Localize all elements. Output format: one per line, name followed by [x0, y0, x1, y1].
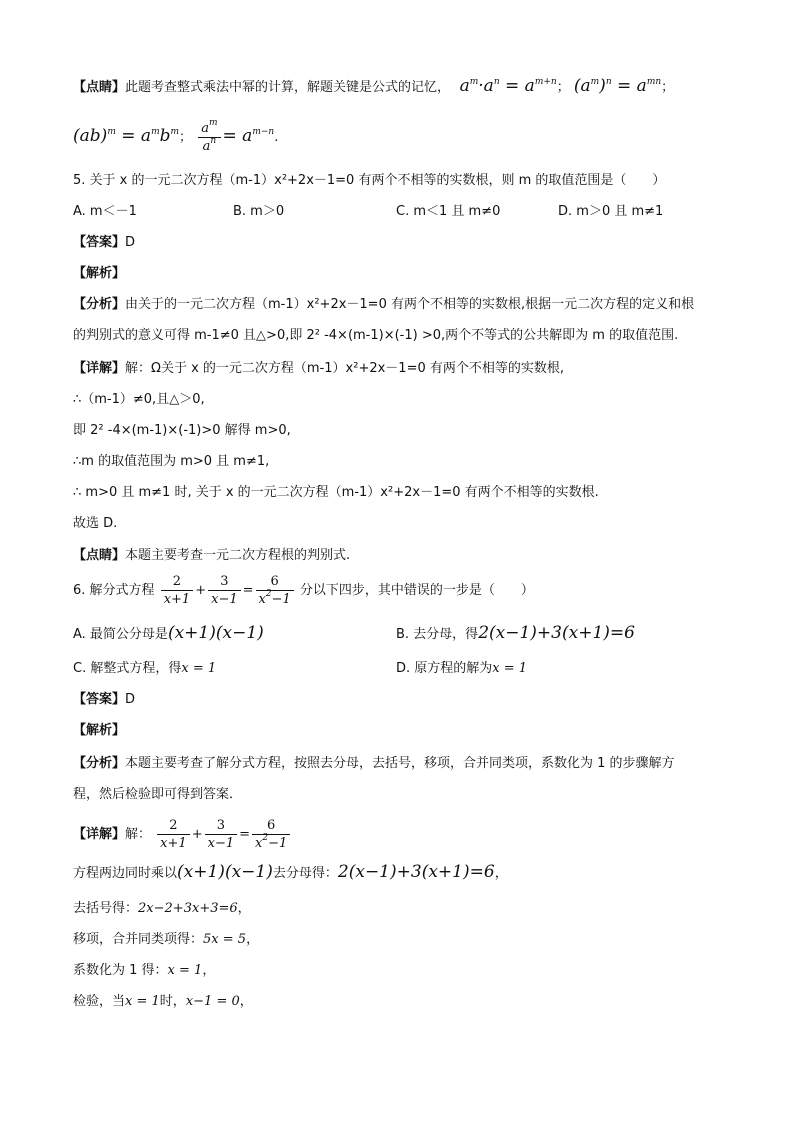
dianjing-label: 【点睛】	[73, 548, 126, 563]
q6-detail-fraction-2: $\frac{3}{x-1}$	[205, 817, 238, 852]
step-math: x−1 = 0	[185, 994, 240, 1009]
q6-option-d	[396, 659, 527, 679]
q6-step-1	[73, 862, 508, 884]
formula-quotient-result: = $a^{m-n}$	[222, 126, 275, 146]
q6-step-2	[73, 899, 251, 919]
separator: ；	[179, 130, 193, 145]
step-text: 时，	[159, 994, 186, 1009]
notes-text: 此题考查整式乘法中幂的计算，解题关键是公式的记忆，	[125, 80, 451, 95]
notes-line-2	[73, 118, 278, 156]
notes-label: 【点睛】	[73, 80, 126, 95]
q5-detail-1	[73, 359, 564, 379]
q5-fenxi-2: 的判别式的意义可得 m-1≠0 且△>0,即 2² -4×(m-1)×(-1) >0,两个不等式的公共解即为 m 的取值范围.	[73, 328, 679, 343]
comma: ，	[246, 932, 260, 947]
comma: ，	[239, 994, 253, 1009]
q5-stem: 5. 关于 x 的一元二次方程（m-1）x²+2x－1=0 有两个不相等的实数根，则 m 的取值范围是（ ）	[73, 173, 666, 188]
separator: ；	[556, 80, 570, 95]
q5-analysis-label	[73, 264, 125, 284]
analysis-label: 【解析】	[73, 723, 126, 738]
detail-label: 【详解】	[73, 827, 126, 842]
fenxi-text: 由关于的一元二次方程（m-1）x²+2x－1=0 有两个不相等的实数根,根据一元二次方程的定义和根	[125, 297, 695, 312]
q5-option-b: B. m＞0	[233, 204, 285, 219]
detail-label: 【详解】	[73, 361, 126, 376]
analysis-label: 【解析】	[73, 266, 126, 281]
q6-stem-suffix: 分以下四步，其中错误的一步是（ ）	[299, 583, 534, 598]
step-math: 2x−2+3x+3=6	[138, 901, 238, 916]
q6-fraction-3: $\frac{6}{x^2-1}$	[256, 573, 294, 608]
q6-fenxi-1	[73, 754, 675, 774]
notes-line-1	[73, 76, 674, 98]
step-math: (x+1)(x−1)	[177, 862, 273, 882]
detail-prefix: 解：	[125, 827, 152, 842]
q6-fraction-1: $\frac{2}{x+1}$	[161, 573, 194, 608]
period: .	[274, 130, 279, 145]
q6-step-4	[73, 961, 215, 981]
answer-label: 【答案】	[73, 235, 126, 250]
comma: ，	[202, 963, 216, 978]
option-math: 2(x−1)+3(x+1)=6	[478, 623, 635, 643]
q6-fenxi-2: 程，然后检验即可得到答案．	[73, 787, 243, 802]
option-math: x = 1	[492, 661, 528, 676]
q6-stem: 6. 解分式方程 $\frac{2}{x+1}$ + $\frac{3}{x-1}$ = $\frac{6}{x^2-1}$ 分以下四步，其中错误的一步是（ ）	[73, 574, 534, 607]
q5-detail-2: ∴（m-1）≠0,且△＞0,	[73, 392, 205, 407]
comma: ，	[494, 866, 508, 881]
step-math: 2(x−1)+3(x+1)=6	[337, 862, 495, 882]
q6-analysis-label	[73, 721, 125, 741]
step-text: 检验，当	[73, 994, 126, 1009]
option-math: x = 1	[181, 661, 217, 676]
step-math: x = 1	[167, 963, 203, 978]
separator: ；	[661, 80, 675, 95]
option-math: (x+1)(x−1)	[167, 623, 264, 643]
q6-step-3	[73, 930, 259, 950]
q6-option-c	[73, 659, 216, 679]
q5-detail-5: ∴ m>0 且 m≠1 时, 关于 x 的一元二次方程（m-1）x²+2x－1=0 有两个不相等的实数根.	[73, 485, 599, 500]
option-text: A. 最简公分母是	[73, 627, 168, 642]
q5-detail-4: ∴m 的取值范围为 m>0 且 m≠1,	[73, 454, 270, 469]
answer-label: 【答案】	[73, 692, 126, 707]
q5-answer	[73, 233, 135, 253]
answer-value: D	[125, 692, 136, 707]
q5-detail-3: 即 2² -4×(m-1)×(-1)>0 解得 m>0,	[73, 423, 291, 438]
option-text: B. 去分母，得	[396, 627, 479, 642]
q5-dianjing	[73, 546, 350, 566]
q5-option-c: C. m＜1 且 m≠0	[396, 204, 501, 219]
comma: ，	[237, 901, 251, 916]
q5-detail-6: 故选 D.	[73, 516, 118, 531]
step-text: 去括号得：	[73, 901, 139, 916]
formula-power-of-power: $(a^m)^n = a^{mn}$	[573, 76, 662, 96]
q5-fenxi-1	[73, 295, 694, 315]
q6-detail: 【详解】解： $\frac{2}{x+1}$ + $\frac{3}{x-1}$ = $\frac{6}{x^2-1}$	[73, 815, 292, 855]
detail-text: 解：Ω关于 x 的一元二次方程（m-1）x²+2x－1=0 有两个不相等的实数根,	[125, 361, 564, 376]
q6-step-5	[73, 992, 253, 1012]
step-math: 5x = 5	[203, 932, 247, 947]
option-text: C. 解整式方程，得	[73, 661, 182, 676]
q6-option-b	[396, 623, 635, 645]
formula-product-power: $(ab)^m = a^mb^m$	[73, 126, 180, 146]
dianjing-text: 本题主要考查一元二次方程根的判别式.	[125, 548, 351, 563]
formula-power-product: $a^m\cdot a^n = a^{m+n}$	[454, 76, 557, 96]
fenxi-label: 【分析】	[73, 297, 126, 312]
q5-option-a: A. m＜－1	[73, 204, 137, 219]
q6-detail-fraction-3: $\frac{6}{x^2-1}$	[252, 817, 290, 852]
option-text: D. 原方程的解为	[396, 661, 493, 676]
answer-value: D	[125, 235, 136, 250]
step-text: 移项，合并同类项得：	[73, 932, 204, 947]
q6-answer	[73, 690, 135, 710]
q5-option-d: D. m＞0 且 m≠1	[558, 204, 664, 219]
formula-quotient-fraction: $\frac{a^m}{a^n}$	[198, 120, 220, 155]
q6-fraction-2: $\frac{3}{x-1}$	[208, 573, 241, 608]
fenxi-label: 【分析】	[73, 756, 126, 771]
step-math: x = 1	[125, 994, 160, 1009]
step-text: 方程两边同时乘以	[73, 866, 178, 881]
q6-option-a	[73, 623, 264, 645]
step-text: 去分母得：	[272, 866, 338, 881]
q6-stem-prefix: 6. 解分式方程	[73, 583, 155, 598]
q6-detail-fraction-1: $\frac{2}{x+1}$	[157, 817, 190, 852]
step-text: 系数化为 1 得：	[73, 963, 168, 978]
fenxi-text: 本题主要考查了解分式方程，按照去分母，去括号，移项，合并同类项，系数化为 1 的步骤解方	[125, 756, 675, 771]
